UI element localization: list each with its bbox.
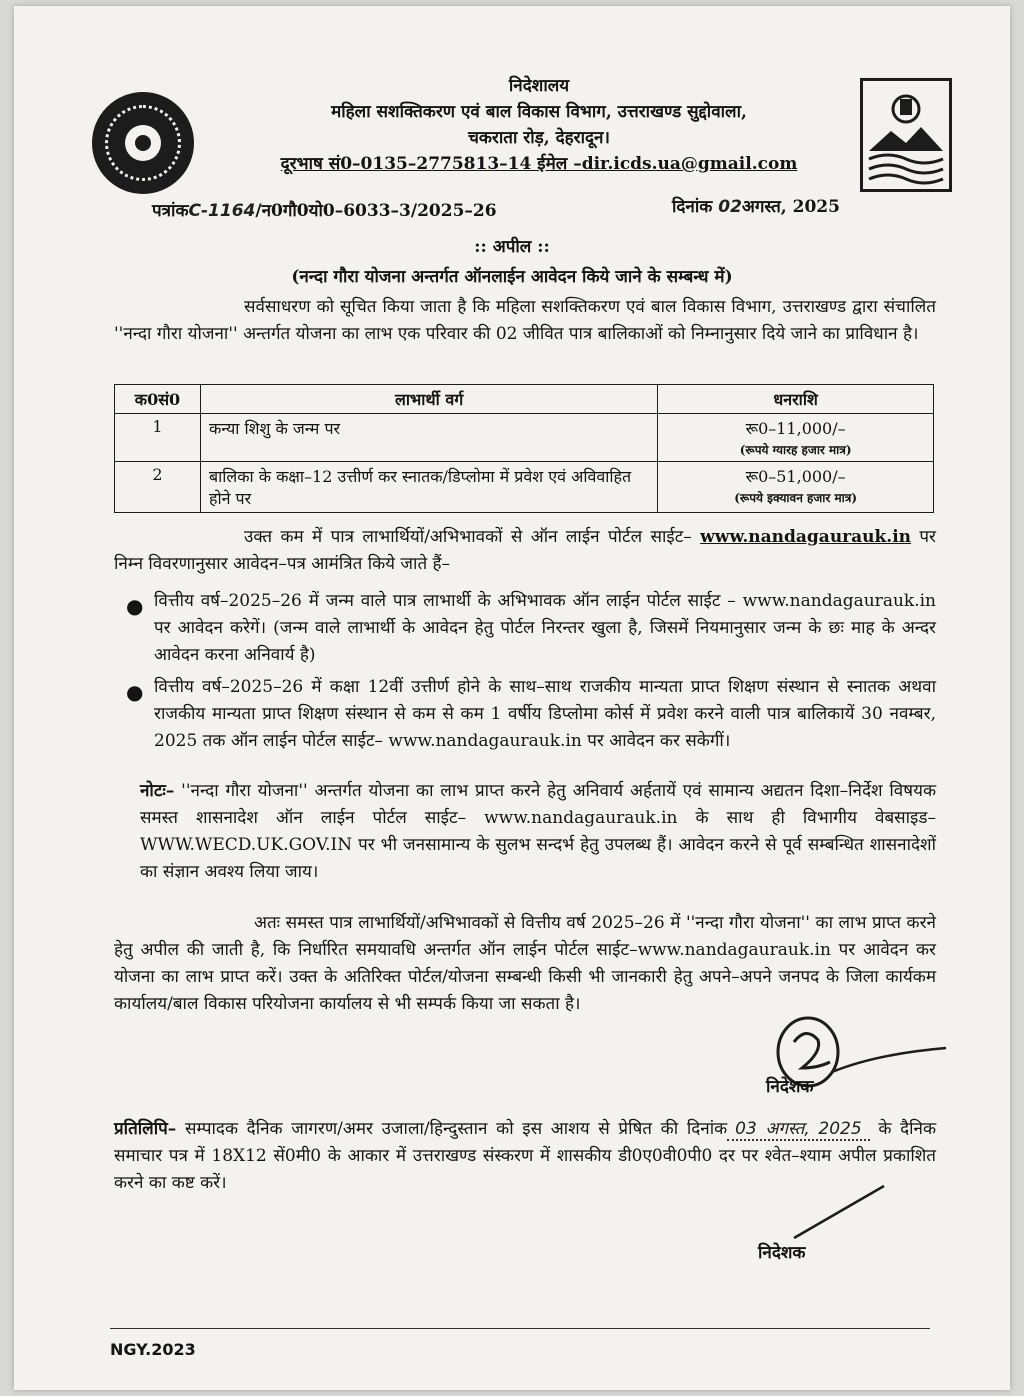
copy-paragraph: प्रतिलिपि– सम्पादक दैनिक जागरण/अमर उजाला/हिन्दुस्तान को इस आशय से प्रेषित की दिनांक 03 अगस्त, 2025 के दैनिक समाचार पत्र में 18X12 सें0मी0 के आकार में उत्तराखण्ड संस्करण में शासकीय डी0ए0वी0पी0 दर पर श्वेत–श्याम अपील प्रकाशित करने का कष्ट करें। (114, 1119, 937, 1193)
row-amount: रू0–11,000/– (रूपये ग्यारह हजार मात्र) (658, 414, 934, 462)
subject-line: (नन्दा गौरा योजना अन्तर्गत ऑनलाईन आवेदन किये जाने के सम्बन्ध में) (291, 267, 733, 287)
note-paragraph: नोटः– ''नन्दा गौरा योजना'' अन्तर्गत योजना का लाभ प्राप्त करने हेतु अनिवार्य अर्हतायें एवं सामान्य अद्यतन दिशा–निर्देश विषयक समस्त शासनादेश ऑन लाईन पोर्टल साईट– www.nandagaurauk.in के साथ ही विभागीय वेबसाइड–WWW.WECD.UK.GOV.IN पर भी जनसामान्य के सुलभ सन्दर्भ हेतु उपलब्ध हैं। आवेदन करने से पूर्व सम्बन्धित शासनादेशों का संज्ञान अवश्य लिया जाय। (140, 781, 936, 882)
letter-date: दिनांक 02अगस्त, 2025 (672, 197, 840, 217)
table-row (115, 414, 934, 462)
signatory-title-2: निदेशक (758, 1243, 806, 1263)
footer-code: NGY.2023 (110, 1340, 196, 1359)
header-amount: धनराशि (658, 385, 934, 414)
department-address: चकराता रोड़, देहरादून। (468, 128, 610, 148)
signature-stroke (784, 1182, 894, 1242)
benefit-table (114, 384, 934, 513)
uttarakhand-emblem-right (860, 78, 952, 192)
intro-paragraph: सर्वसाधरण को सूचित किया जाता है कि महिला सशक्तिकरण एवं बाल विकास विभाग, उत्तराखण्ड द्वारा संचालित ''नन्दा गौरा योजना'' अन्तर्गत योजना का लाभ एक परिवार की 02 जीवित पात्र बालिकाओं को निम्नानुसार दिये जाने का प्राविधान है। (114, 297, 936, 344)
date-handwritten: 02 (718, 197, 742, 217)
footer-rule (110, 1328, 930, 1329)
reference-handwritten: C-1164 (188, 201, 256, 221)
bullet-item-graduation: वित्तीय वर्ष–2025–26 में कक्षा 12वीं उत्तीर्ण होने के साथ–साथ राजकीय मान्यता प्राप्त शिक्षण संस्थान से स्नातक अथवा राजकीय मान्यता प्राप्त शिक्षण संस्थान से कम से कम 1 वर्षीय डिप्लोमा कोर्स में प्रवेश करने वाली पात्र बालिकायें 30 नवम्बर, 2025 तक ऑन लाईन पोर्टल साईट– www.nandagaurauk.in पर आवेदन कर सकेगीं। (154, 677, 936, 751)
department-name: महिला सशक्तिकरण एवं बाल विकास विभाग, उत्तराखण्ड सुद्दोवाला, (331, 102, 747, 122)
bullet-dot: ● (126, 680, 144, 704)
bullet-item-birth: वित्तीय वर्ष–2025–26 में जन्म वाले पात्र लाभार्थी के अभिभावक ऑन लाईन पोर्टल साईट – www.nandagaurauk.in पर आवेदन करेगें। (जन्म वाले लाभार्थी के आवेदन हेतु पोर्टल निरन्तर खुला है, जिसमें नियमानुसार जन्म के छः माह के अन्दर आवेदन करना अनिवार्य है) (154, 591, 936, 665)
row-category: बालिका के कक्षा–12 उत्तीर्ण कर स्नातक/डिप्लोमा में प्रवेश एवं अविवाहित होने पर (200, 462, 657, 513)
table-header-row (115, 385, 934, 414)
appeal-title: :: अपील :: (474, 237, 550, 257)
office-name: निदेशालय (508, 76, 570, 96)
appeal-paragraph: अतः समस्त पात्र लाभार्थियों/अभिभावकों से वित्तीय वर्ष 2025–26 में ''नन्दा गौरा योजना'' का लाभ प्राप्त करने हेतु अपील की जाती है, कि निर्धारित समयावधि अन्तर्गत ऑन लाईन पोर्टल साईट–www.nandagaurauk.in पर आवेदन कर योजना का लाभ प्राप्त करें। उक्त के अतिरिक्त पोर्टल/योजना सम्बन्धी किसी भी जानकारी हेतु अपने–अपने जनपद के जिला कार्यकम कार्यालय/बाल विकास परियोजना कार्यालय से भी सम्पर्क किया जा सकता है। (114, 913, 936, 1014)
signatory-title: निदेशक (766, 1077, 814, 1097)
copy-date-handwritten: 03 अगस्त, 2025 (727, 1119, 870, 1141)
note-label: नोटः– (140, 781, 175, 801)
document-page (14, 6, 1010, 1390)
header-serial: क0सं0 (115, 385, 201, 414)
portal-link[interactable]: www.nandagaurauk.in (700, 527, 912, 547)
invitation-paragraph: उक्त कम में पात्र लाभार्थियों/अभिभावकों से ऑन लाईन पोर्टल साईट– www.nandagaurauk.in पर निम्न विवरणानुसार आवेदन–पत्र आमंत्रित किये जाते हैं– (114, 527, 936, 574)
reference-number: पत्रांकC-1164/न0गौ0यो0–6033–3/2025–26 (152, 201, 497, 221)
row-serial: 1 (115, 414, 201, 462)
contact-line: दूरभाष सं0–0135–2775813–14 ईमेल –dir.icds.ua@gmail.com (280, 154, 798, 174)
row-serial: 2 (115, 462, 201, 513)
copy-label: प्रतिलिपि– (114, 1119, 177, 1139)
row-amount: रू0–51,000/– (रूपये इक्यावन हजार मात्र) (658, 462, 934, 513)
row-category: कन्या शिशु के जन्म पर (200, 414, 657, 462)
department-seal-left (92, 92, 194, 194)
bullet-dot: ● (126, 594, 144, 618)
header-category: लाभार्थी वर्ग (200, 385, 657, 414)
table-row (115, 462, 934, 513)
